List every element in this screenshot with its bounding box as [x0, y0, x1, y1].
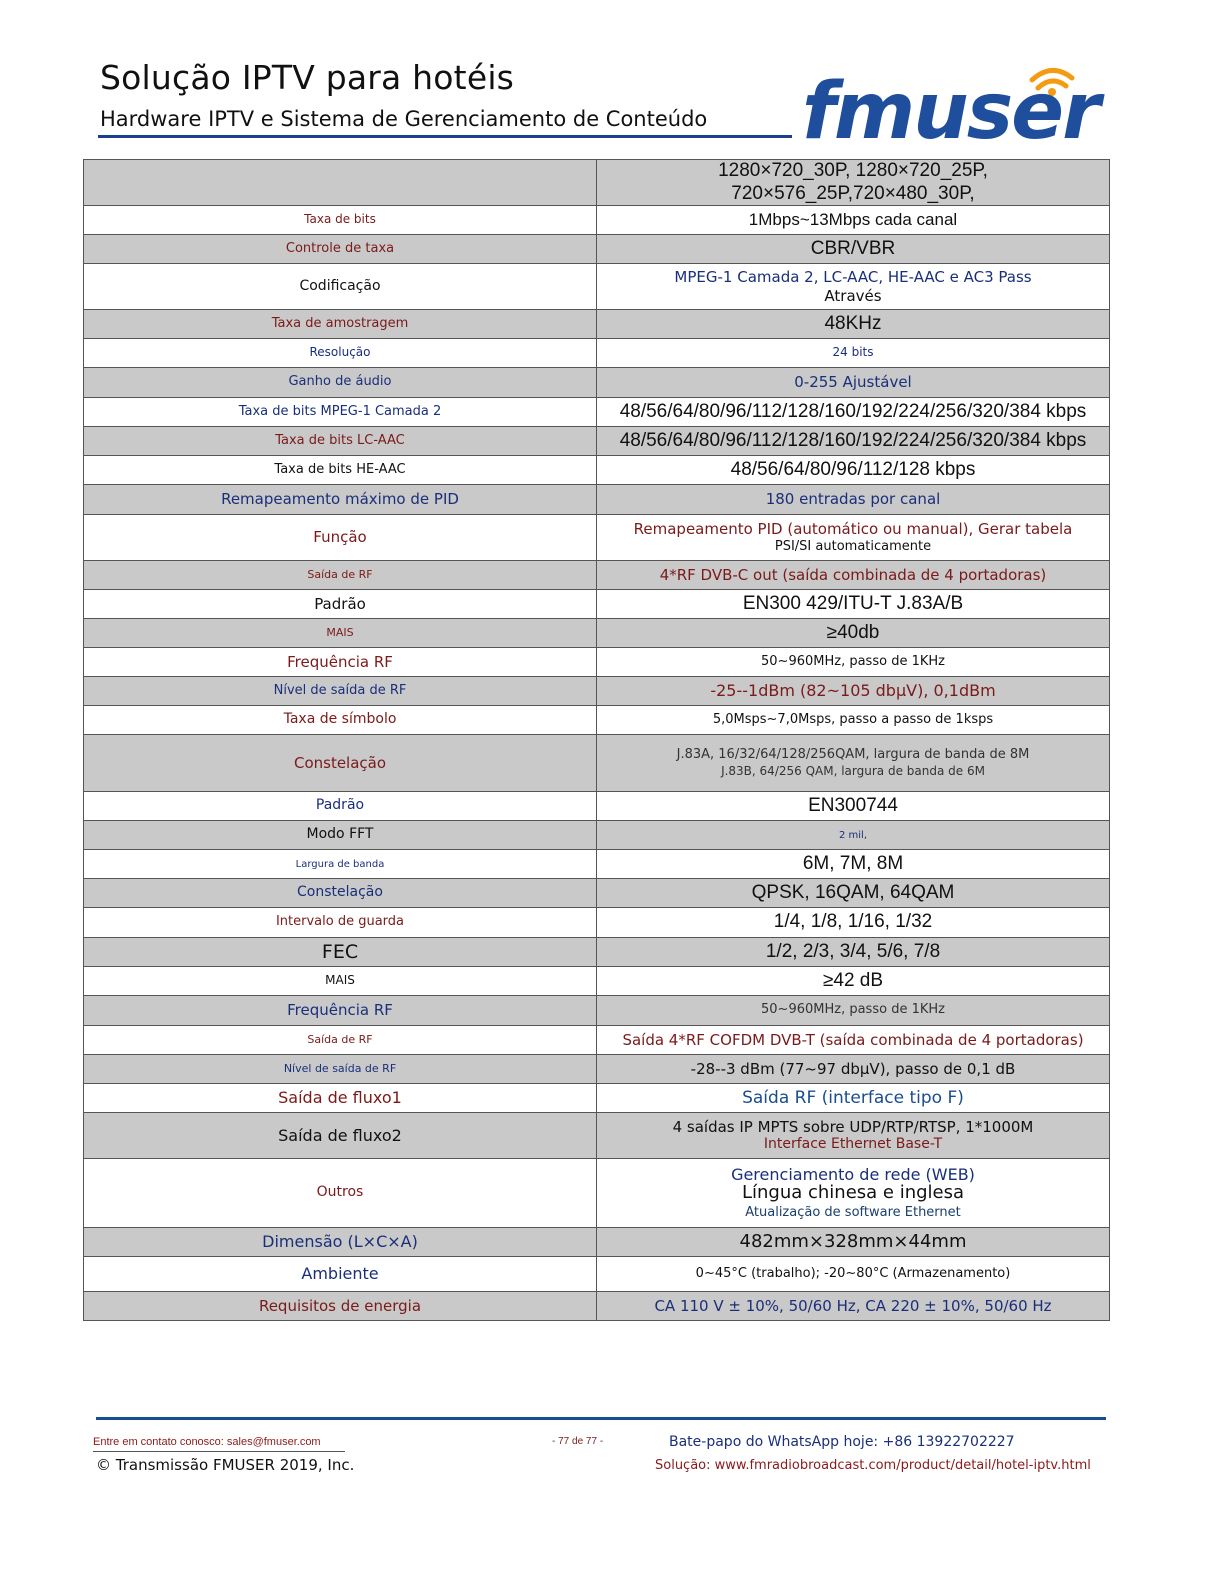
- spec-value-line: 48/56/64/80/96/112/128 kbps: [730, 458, 976, 480]
- spec-value: [597, 908, 1110, 938]
- spec-value-line: 1/2, 2/3, 3/4, 5/6, 7/8: [765, 940, 941, 962]
- spec-value-line: 5,0Msps~7,0Msps, passo a passo de 1ksps: [712, 711, 994, 727]
- table-row: [84, 398, 1110, 427]
- table-row: [84, 427, 1110, 456]
- table-row: [84, 938, 1110, 967]
- spec-value-line: 0-255 Ajustável: [794, 373, 912, 392]
- spec-value: [597, 1159, 1110, 1228]
- whatsapp-contact[interactable]: Bate-papo do WhatsApp hoje: +86 13922702227: [669, 1434, 1015, 1450]
- spec-label: Nível de saída de RF: [84, 1055, 597, 1084]
- spec-value: [597, 515, 1110, 561]
- spec-label: Remapeamento máximo de PID: [84, 485, 597, 515]
- spec-value: [597, 235, 1110, 264]
- copyright-text: © Transmissão FMUSER 2019, Inc.: [96, 1456, 355, 1474]
- spec-label: Taxa de símbolo: [84, 706, 597, 735]
- spec-value: [597, 206, 1110, 235]
- table-row: [84, 1026, 1110, 1055]
- spec-label: Taxa de amostragem: [84, 310, 597, 339]
- svg-text:fmuser: fmuser: [802, 67, 1099, 150]
- table-row: [84, 515, 1110, 561]
- spec-value: [597, 967, 1110, 996]
- spec-value-line: 6M, 7M, 8M: [802, 852, 904, 874]
- contact-email[interactable]: Entre em contato conosco: sales@fmuser.com: [93, 1436, 321, 1448]
- spec-value-line: QPSK, 16QAM, 64QAM: [751, 881, 955, 903]
- table-row: [84, 996, 1110, 1026]
- table-row: [84, 485, 1110, 515]
- spec-label: Constelação: [84, 735, 597, 792]
- table-row: [84, 310, 1110, 339]
- spec-label: Codificação: [84, 264, 597, 310]
- spec-label: Controle de taxa: [84, 235, 597, 264]
- spec-label: Outros: [84, 1159, 597, 1228]
- spec-value-line: Interface Ethernet Base-T: [763, 1136, 943, 1153]
- spec-value-line: 1Mbps~13Mbps cada canal: [748, 209, 958, 229]
- table-row: [84, 1084, 1110, 1113]
- spec-value: [597, 1055, 1110, 1084]
- table-row: [84, 456, 1110, 485]
- spec-value-line: 50~960MHz, passo de 1KHz: [761, 653, 945, 669]
- spec-value-line: ≥40db: [826, 621, 880, 643]
- spec-value-line: Remapeamento PID (automático ou manual), Gerar tabela: [633, 520, 1073, 539]
- page-header: [0, 0, 1224, 150]
- spec-value: [597, 706, 1110, 735]
- table-row: [84, 850, 1110, 879]
- spec-value: [597, 561, 1110, 590]
- spec-label: Taxa de bits: [84, 206, 597, 235]
- spec-label: MAIS: [84, 619, 597, 648]
- spec-label: Ganho de áudio: [84, 368, 597, 398]
- spec-value: [597, 590, 1110, 619]
- spec-value: [597, 619, 1110, 648]
- spec-value: [597, 735, 1110, 792]
- table-row: [84, 648, 1110, 677]
- spec-value: [597, 850, 1110, 879]
- spec-label: Nível de saída de RF: [84, 677, 597, 706]
- spec-label: Saída de RF: [84, 561, 597, 590]
- table-row: [84, 677, 1110, 706]
- spec-value-line: Atualização de software Ethernet: [745, 1205, 961, 1221]
- spec-value: [597, 398, 1110, 427]
- spec-label: Constelação: [84, 879, 597, 908]
- spec-label: Saída de fluxo1: [84, 1084, 597, 1113]
- spec-value: [597, 1084, 1110, 1113]
- spec-label: Dimensão (L×C×A): [84, 1228, 597, 1257]
- spec-value-line: CBR/VBR: [810, 237, 896, 259]
- spec-label: Taxa de bits LC-AAC: [84, 427, 597, 456]
- table-row: [84, 590, 1110, 619]
- table-row: [84, 706, 1110, 735]
- spec-value: [597, 648, 1110, 677]
- spec-value-line: 48KHz: [824, 312, 882, 334]
- table-row: [84, 967, 1110, 996]
- header-divider: [98, 135, 792, 138]
- spec-value-line: 24 bits: [832, 345, 874, 360]
- table-row: [84, 1228, 1110, 1257]
- table-row: [84, 1113, 1110, 1159]
- specification-table: [83, 159, 1110, 1321]
- table-row: [84, 619, 1110, 648]
- spec-value: [597, 821, 1110, 850]
- spec-value-line: 1/4, 1/8, 1/16, 1/32: [773, 911, 933, 933]
- spec-label: Modo FFT: [84, 821, 597, 850]
- spec-value: [597, 1228, 1110, 1257]
- spec-value: [597, 1257, 1110, 1292]
- table-row: [84, 339, 1110, 368]
- spec-value-line: ≥42 dB: [822, 969, 884, 991]
- table-row: [84, 1055, 1110, 1084]
- spec-value-line: 482mm×328mm×44mm: [739, 1231, 967, 1253]
- spec-label: [84, 160, 597, 206]
- spec-value-line: EN300 429/ITU-T J.83A/B: [742, 592, 964, 614]
- spec-value: [597, 792, 1110, 821]
- spec-value-line: 0~45°C (trabalho); -20~80°C (Armazenamento): [695, 1265, 1011, 1281]
- spec-value: [597, 264, 1110, 310]
- spec-label: Padrão: [84, 792, 597, 821]
- solution-link[interactable]: Solução: www.fmradiobroadcast.com/product/detail/hotel-iptv.html: [655, 1458, 1091, 1473]
- spec-value-line: 720×576_25P,720×480_30P,: [731, 182, 975, 204]
- table-row: [84, 908, 1110, 938]
- spec-value-line: EN300744: [808, 794, 898, 816]
- page-title: Solução IPTV para hotéis: [100, 58, 515, 97]
- spec-value-line: 4 saídas IP MPTS sobre UDP/RTP/RTSP, 1*1000M: [672, 1117, 1034, 1136]
- spec-label: Taxa de bits HE-AAC: [84, 456, 597, 485]
- spec-value-line: 180 entradas por canal: [765, 490, 941, 509]
- spec-value: [597, 677, 1110, 706]
- spec-value: [597, 485, 1110, 515]
- spec-value: [597, 938, 1110, 967]
- spec-label: MAIS: [84, 967, 597, 996]
- table-row: [84, 792, 1110, 821]
- table-row: [84, 206, 1110, 235]
- spec-value: [597, 1292, 1110, 1321]
- spec-value-line: 2 mil,: [838, 829, 868, 841]
- spec-value-line: 50~960MHz, passo de 1KHz: [761, 1002, 945, 1018]
- spec-label: Saída de RF: [84, 1026, 597, 1055]
- table-row: [84, 1292, 1110, 1321]
- spec-value-line: Saída RF (interface tipo F): [742, 1087, 964, 1108]
- spec-value: [597, 427, 1110, 456]
- table-row: [84, 368, 1110, 398]
- spec-label: FEC: [84, 938, 597, 967]
- table-row: [84, 735, 1110, 792]
- spec-value-line: Através: [824, 286, 882, 305]
- spec-value-line: MPEG-1 Camada 2, LC-AAC, HE-AAC e AC3 Pass: [674, 268, 1032, 286]
- spec-value: [597, 1113, 1110, 1159]
- spec-value-line: J.83B, 64/256 QAM, largura de banda de 6M: [721, 763, 985, 778]
- spec-value: [597, 160, 1110, 206]
- spec-value-line: J.83A, 16/32/64/128/256QAM, largura de banda de 8M: [676, 747, 1030, 763]
- footer-divider: [96, 1417, 1106, 1420]
- spec-value-line: PSI/SI automaticamente: [774, 538, 932, 554]
- spec-value: [597, 310, 1110, 339]
- spec-value-line: 1280×720_30P, 1280×720_25P,: [718, 159, 988, 181]
- contact-underline: [93, 1451, 345, 1452]
- spec-value: [597, 368, 1110, 398]
- spec-label: Resolução: [84, 339, 597, 368]
- spec-value-line: -25--1dBm (82~105 dbµV), 0,1dBm: [710, 681, 996, 701]
- spec-label: Saída de fluxo2: [84, 1113, 597, 1159]
- page-number: - 77 de 77 -: [552, 1436, 604, 1447]
- table-row: [84, 235, 1110, 264]
- spec-value: [597, 339, 1110, 368]
- spec-label: Padrão: [84, 590, 597, 619]
- table-row: [84, 264, 1110, 310]
- spec-label: Frequência RF: [84, 996, 597, 1026]
- spec-value-line: Saída 4*RF COFDM DVB-T (saída combinada de 4 portadoras): [622, 1030, 1084, 1049]
- table-row: [84, 1159, 1110, 1228]
- spec-value-line: Língua chinesa e inglesa: [741, 1182, 965, 1204]
- spec-value-line: CA 110 V ± 10%, 50/60 Hz, CA 220 ± 10%, 50/60 Hz: [654, 1296, 1052, 1315]
- spec-value-line: 48/56/64/80/96/112/128/160/192/224/256/320/384 kbps: [619, 429, 1087, 451]
- table-row: [84, 1257, 1110, 1292]
- table-row: [84, 160, 1110, 206]
- spec-value: [597, 456, 1110, 485]
- spec-value-line: 48/56/64/80/96/112/128/160/192/224/256/320/384 kbps: [619, 400, 1087, 422]
- spec-label: Taxa de bits MPEG-1 Camada 2: [84, 398, 597, 427]
- spec-value: [597, 879, 1110, 908]
- spec-value: [597, 996, 1110, 1026]
- spec-label: Ambiente: [84, 1257, 597, 1292]
- table-row: [84, 561, 1110, 590]
- spec-value-line: -28--3 dBm (77~97 dbµV), passo de 0,1 dB: [690, 1059, 1016, 1078]
- spec-label: Largura de banda: [84, 850, 597, 879]
- spec-label: Intervalo de guarda: [84, 908, 597, 938]
- spec-label: Requisitos de energia: [84, 1292, 597, 1321]
- table-row: [84, 821, 1110, 850]
- spec-value-line: Gerenciamento de rede (WEB): [731, 1164, 975, 1184]
- spec-label: Função: [84, 515, 597, 561]
- table-row: [84, 879, 1110, 908]
- spec-label: Frequência RF: [84, 648, 597, 677]
- page-subtitle: Hardware IPTV e Sistema de Gerenciamento de Conteúdo: [100, 107, 708, 131]
- spec-value: [597, 1026, 1110, 1055]
- fmuser-logo: [800, 58, 1106, 150]
- spec-value-line: 4*RF DVB-C out (saída combinada de 4 portadoras): [659, 565, 1047, 584]
